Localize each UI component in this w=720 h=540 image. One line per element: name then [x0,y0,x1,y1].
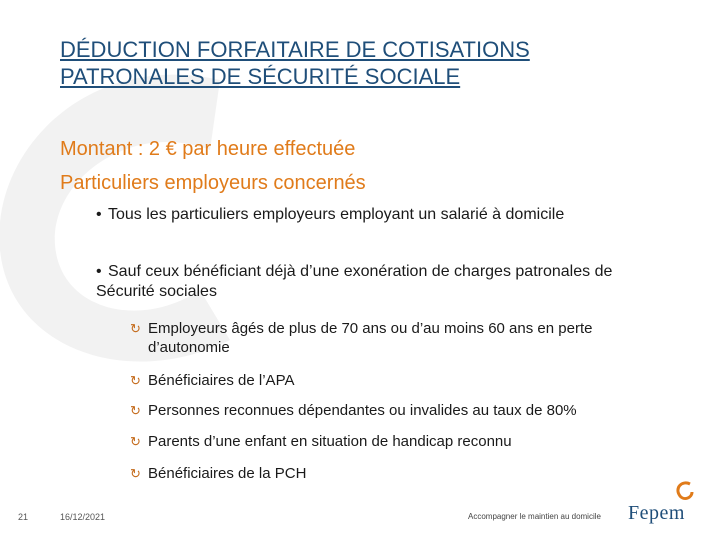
sub-bullet-item: ↻ Bénéficiaires de la PCH [130,465,307,482]
bullet-item: • Tous les particuliers employeurs employant un salarié à domicile [96,206,565,223]
swirl-bullet-icon: ↻ [130,434,141,449]
page-number: 21 [18,512,29,522]
swirl-bullet-icon: ↻ [130,466,141,481]
sub-bullet-item: ↻ Bénéficiaires de l’APA [130,372,295,389]
sub-bullet-item: ↻ Parents d’une enfant en situation de handicap reconnu [130,433,512,450]
footer-tagline: Accompagner le maintien au domicile [468,512,601,521]
swirl-bullet-icon: ↻ [130,321,141,336]
swirl-bullet-icon: ↻ [130,403,141,418]
subtitle-employers: Particuliers employeurs concernés [60,172,366,194]
bullet-dot-icon: • [96,206,102,223]
slide-title: DÉDUCTION FORFAITAIRE DE COTISATIONS PATRONALES DE SÉCURITÉ SOCIALE [60,37,530,89]
fepem-logo-text: Fepem [628,502,685,524]
footer-date: 16/12/2021 [60,512,106,522]
sub-bullet-item: ↻ Personnes reconnues dépendantes ou invalides au taux de 80% [130,402,577,419]
bullet-dot-icon: • [96,263,102,280]
subtitle-amount: Montant : 2 € par heure effectuée [60,138,356,160]
sub-bullet-item: ↻ Employeurs âgés de plus de 70 ans ou d’au moins 60 ans en perte d’autonomie [130,320,593,356]
swirl-bullet-icon: ↻ [130,373,141,388]
bullet-item: • Sauf ceux bénéficiant déjà d’une exonération de charges patronales de Sécurité sociales [96,263,613,300]
